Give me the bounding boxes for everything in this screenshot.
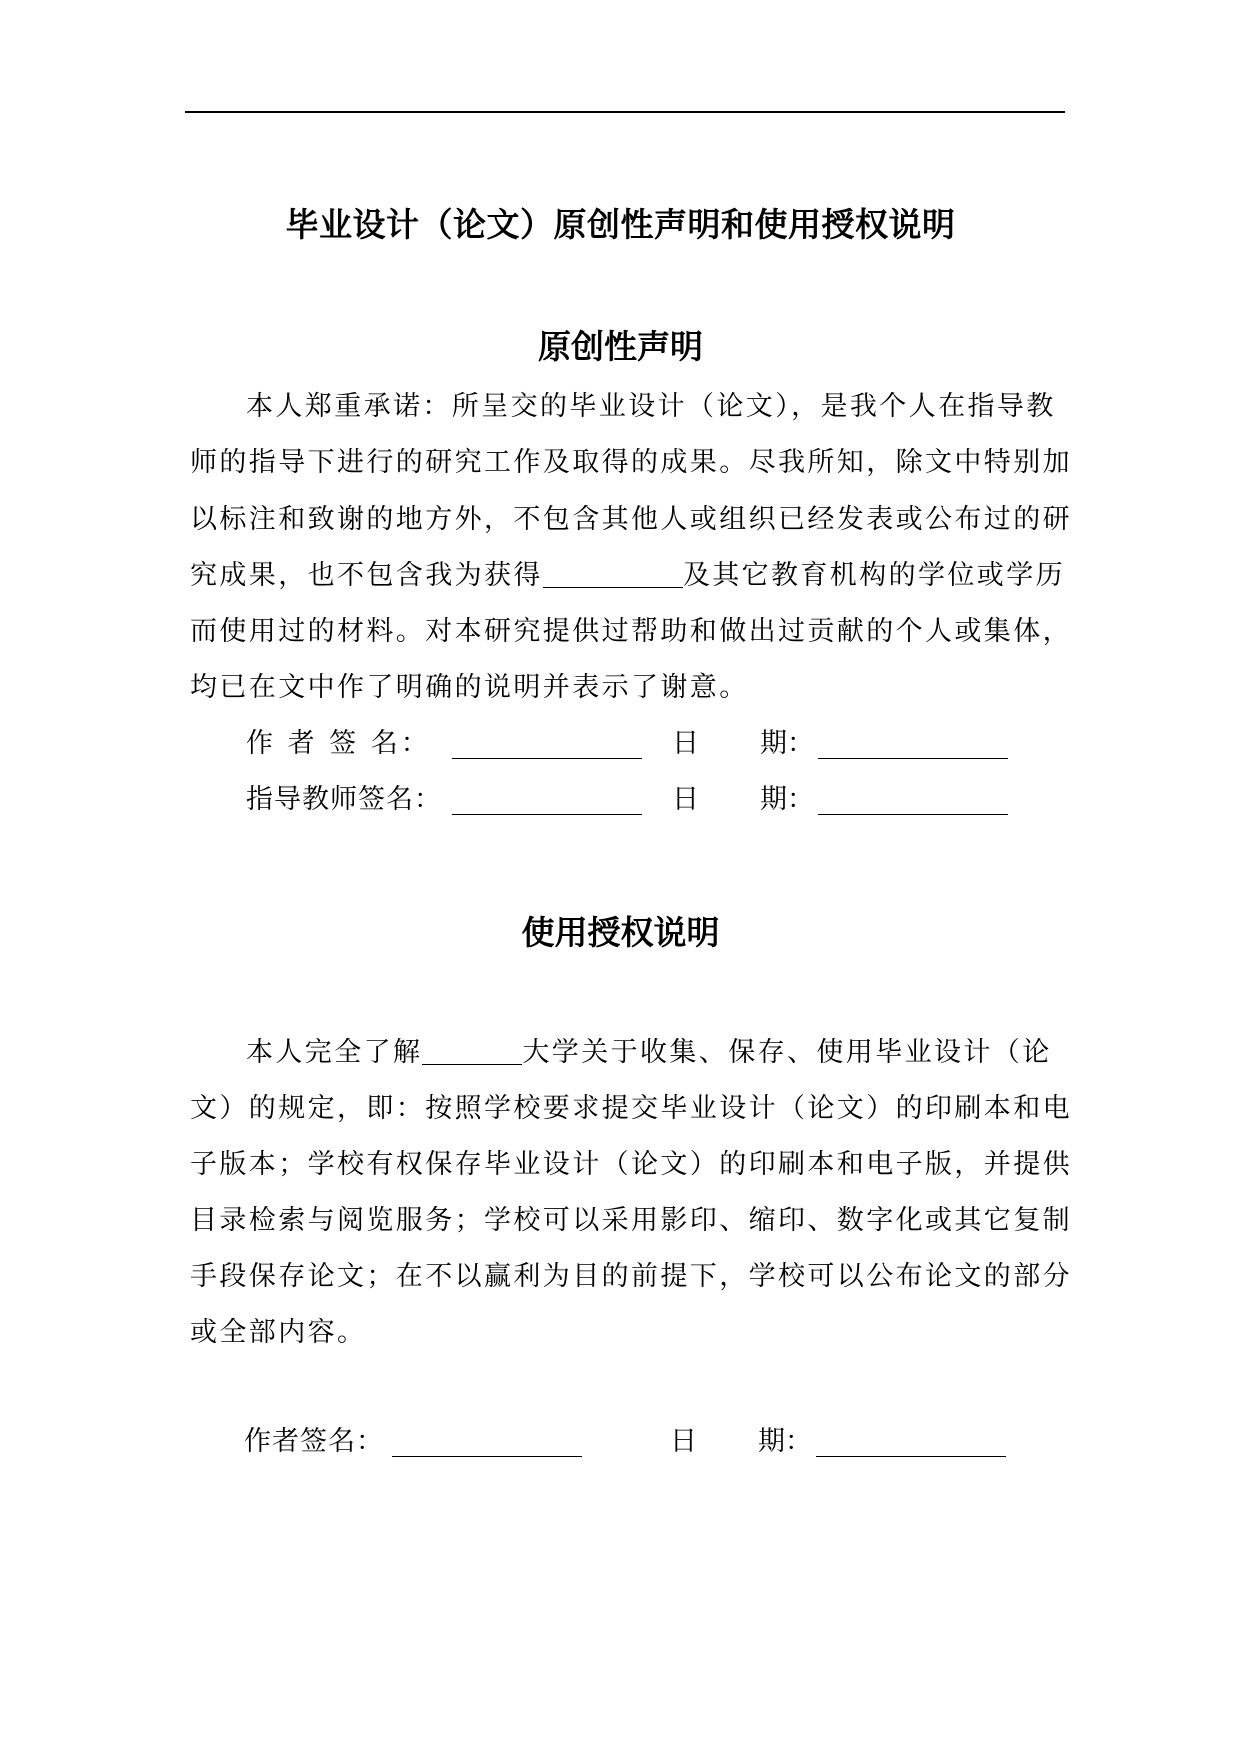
advisor-date-label-2: 期： bbox=[760, 784, 814, 815]
authorization-author-label: 作者签名： bbox=[244, 1426, 384, 1457]
originality-line-4 bbox=[190, 556, 1070, 596]
advisor-date-blank bbox=[818, 814, 1008, 815]
authorization-line-1-start: 本人完全了解 bbox=[246, 1037, 423, 1068]
authorization-line-3: 子版本；学校有权保存毕业设计（论文）的印刷本和电子版，并提供 bbox=[190, 1149, 1072, 1180]
document-title: 毕业设计（论文）原创性声明和使用授权说明 bbox=[285, 205, 956, 244]
header-rule bbox=[185, 111, 1065, 113]
author-date-blank bbox=[818, 758, 1008, 759]
originality-heading: 原创性声明 bbox=[538, 327, 703, 366]
authorization-line-1 bbox=[246, 1033, 1066, 1073]
advisor-signature-label: 指导教师签名： bbox=[246, 784, 442, 815]
authorization-author-blank bbox=[392, 1456, 582, 1457]
authorization-line-6: 或全部内容。 bbox=[190, 1317, 367, 1348]
originality-line-5: 而使用过的材料。对本研究提供过帮助和做出过贡献的个人或集体， bbox=[190, 616, 1072, 647]
author-date-label-2: 期： bbox=[760, 728, 814, 759]
authorization-line-1-end: 大学关于收集、保存、使用毕业设计（论 bbox=[522, 1037, 1052, 1068]
advisor-signature-blank bbox=[452, 814, 642, 815]
author-signature-blank bbox=[452, 758, 642, 759]
originality-line-4-start: 究成果，也不包含我为获得 bbox=[190, 560, 543, 591]
institution-blank bbox=[543, 557, 683, 588]
authorization-date-label-1: 日 bbox=[670, 1426, 697, 1457]
originality-line-6: 均已在文中作了明确的说明并表示了谢意。 bbox=[190, 672, 749, 703]
advisor-date-label-1: 日 bbox=[672, 784, 699, 815]
authorization-line-2: 文）的规定，即：按照学校要求提交毕业设计（论文）的印刷本和电 bbox=[190, 1093, 1072, 1124]
author-signature-label: 作 者 签 名： bbox=[246, 728, 431, 759]
originality-line-2: 师的指导下进行的研究工作及取得的成果。尽我所知，除文中特别加 bbox=[190, 447, 1072, 478]
originality-line-4-end: 及其它教育机构的学位或学历 bbox=[682, 560, 1066, 591]
originality-line-1: 本人郑重承诺：所呈交的毕业设计（论文），是我个人在指导教 bbox=[246, 391, 1056, 422]
authorization-heading: 使用授权说明 bbox=[521, 913, 720, 952]
authorization-date-blank bbox=[816, 1456, 1006, 1457]
authorization-line-4: 目录检索与阅览服务；学校可以采用影印、缩印、数字化或其它复制 bbox=[190, 1205, 1072, 1236]
authorization-line-5: 手段保存论文；在不以赢利为目的前提下，学校可以公布论文的部分 bbox=[190, 1261, 1072, 1292]
authorization-date-label-2: 期： bbox=[758, 1426, 812, 1457]
author-date-label-1: 日 bbox=[672, 728, 699, 759]
university-blank bbox=[422, 1034, 522, 1065]
originality-line-3: 以标注和致谢的地方外，不包含其他人或组织已经发表或公布过的研 bbox=[190, 504, 1072, 535]
